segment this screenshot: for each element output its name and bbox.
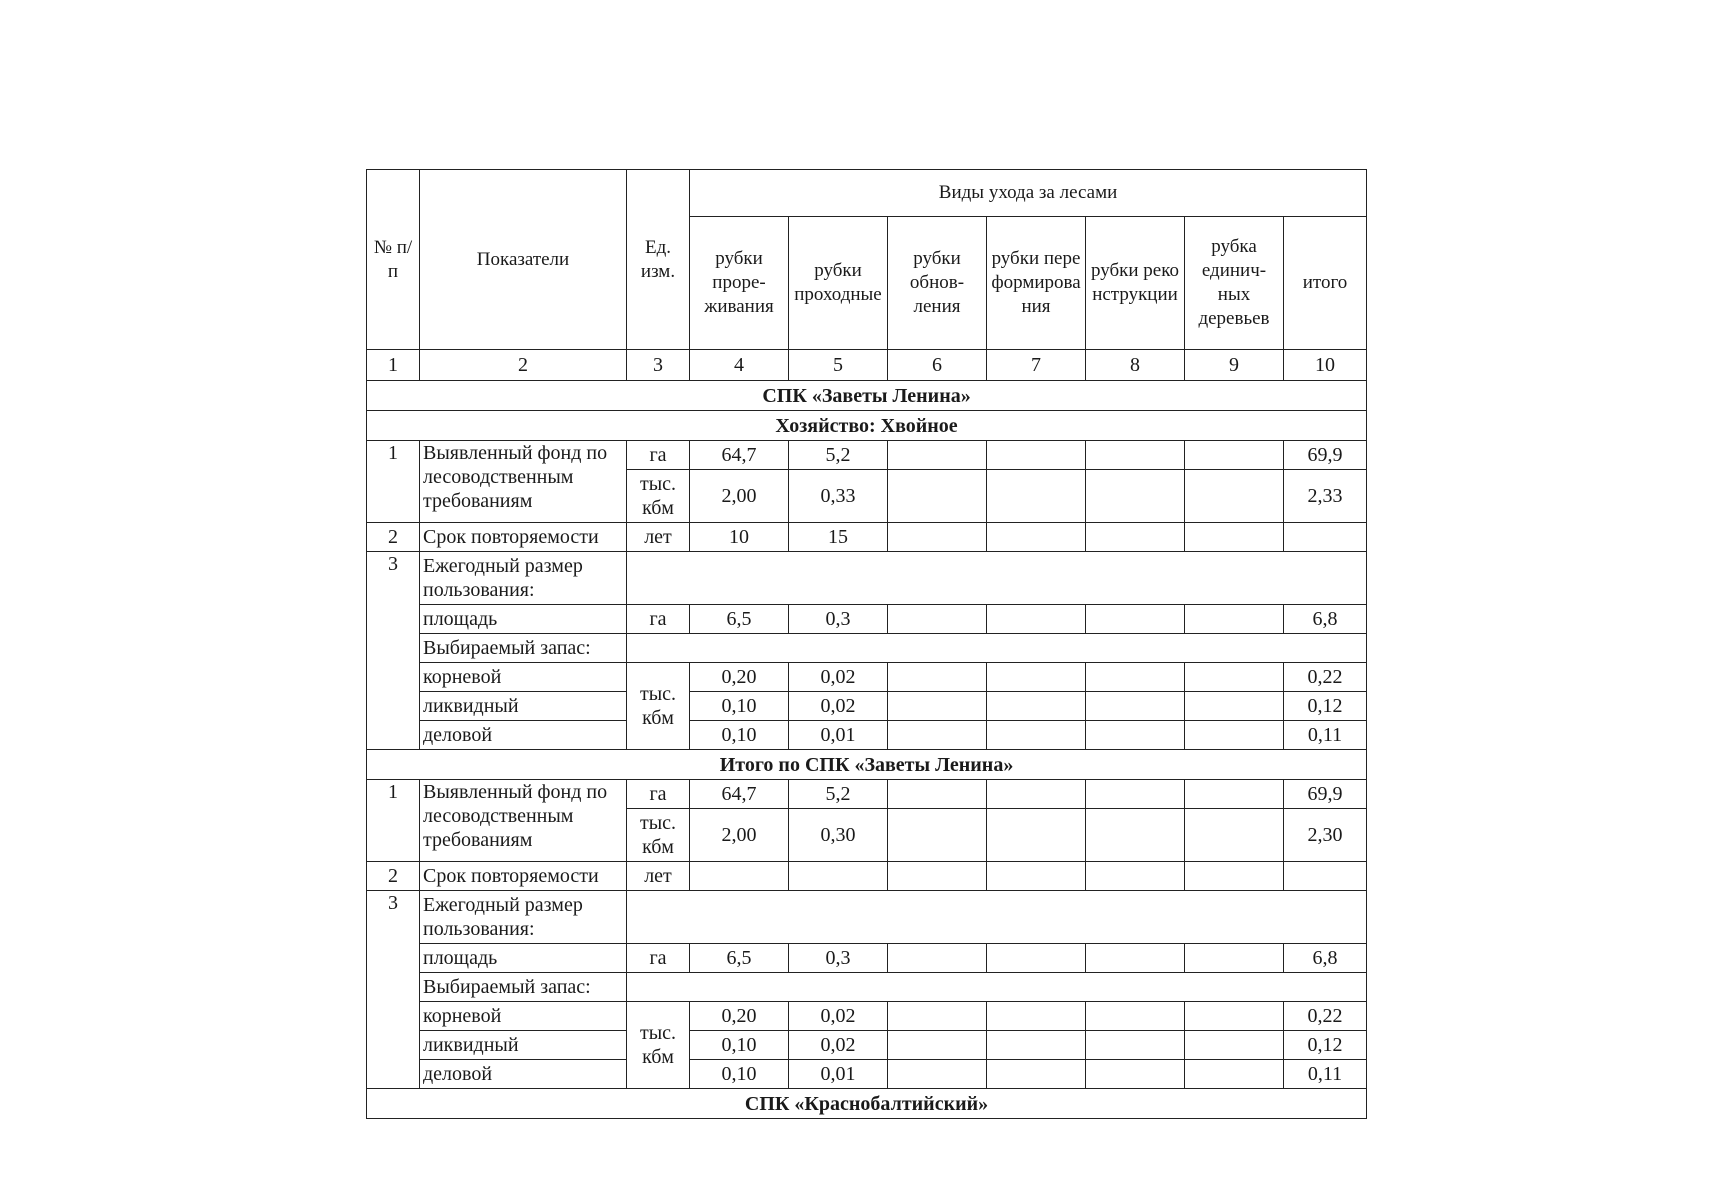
value-cell: 0,33 xyxy=(789,470,888,523)
empty-cell xyxy=(627,552,1367,605)
section-row xyxy=(367,411,1367,441)
header-indicator: Показатели xyxy=(420,170,627,350)
table-row xyxy=(367,1060,1367,1089)
unit-cell: тыс. кбм xyxy=(627,809,690,862)
empty-cell xyxy=(1086,605,1185,634)
empty-cell xyxy=(1086,470,1185,523)
empty-cell xyxy=(987,862,1086,891)
empty-cell xyxy=(1185,663,1284,692)
value-cell: 0,3 xyxy=(789,944,888,973)
value-cell: 0,02 xyxy=(789,1002,888,1031)
colnum-4: 4 xyxy=(690,350,789,381)
row-label: Выбираемый запас: xyxy=(420,634,627,663)
total-cell: 0,11 xyxy=(1284,1060,1367,1089)
header-col-10: итого xyxy=(1284,217,1367,350)
unit-cell: тыс. кбм xyxy=(627,1002,690,1089)
colnum-3: 3 xyxy=(627,350,690,381)
value-cell: 0,02 xyxy=(789,692,888,721)
empty-cell xyxy=(1185,780,1284,809)
header-group: Виды ухода за лесами xyxy=(690,170,1367,217)
value-cell: 5,2 xyxy=(789,441,888,470)
row-number: 1 xyxy=(367,780,420,862)
section-title: СПК «Краснобалтийский» xyxy=(367,1089,1367,1119)
section-subtitle: Хозяйство: Хвойное xyxy=(367,411,1367,441)
table-row xyxy=(367,862,1367,891)
total-cell: 69,9 xyxy=(1284,780,1367,809)
empty-cell xyxy=(1086,862,1185,891)
header-col-8: рубки реконструкции xyxy=(1086,217,1185,350)
row-label: ликвидный xyxy=(420,692,627,721)
total-cell: 0,22 xyxy=(1284,663,1367,692)
empty-cell xyxy=(1086,441,1185,470)
empty-cell xyxy=(987,809,1086,862)
table-row xyxy=(367,605,1367,634)
row-label: площадь xyxy=(420,605,627,634)
empty-cell xyxy=(1284,523,1367,552)
empty-cell xyxy=(888,721,987,750)
total-cell: 0,22 xyxy=(1284,1002,1367,1031)
empty-cell xyxy=(987,721,1086,750)
value-cell: 2,00 xyxy=(690,470,789,523)
empty-cell xyxy=(1185,1002,1284,1031)
unit-cell: га xyxy=(627,944,690,973)
colnum-5: 5 xyxy=(789,350,888,381)
row-label: Выбираемый запас: xyxy=(420,973,627,1002)
column-number-row xyxy=(367,350,1367,381)
header-col-9: рубка единич-ных деревьев xyxy=(1185,217,1284,350)
header-col-7: рубки переформирования xyxy=(987,217,1086,350)
empty-cell xyxy=(1185,944,1284,973)
empty-cell xyxy=(1185,1060,1284,1089)
empty-cell xyxy=(1086,1060,1185,1089)
empty-cell xyxy=(627,891,1367,944)
header-unit: Ед. изм. xyxy=(627,170,690,350)
empty-cell xyxy=(1185,809,1284,862)
empty-cell xyxy=(987,523,1086,552)
row-number: 1 xyxy=(367,441,420,523)
value-cell: 64,7 xyxy=(690,780,789,809)
empty-cell xyxy=(1185,1031,1284,1060)
empty-cell xyxy=(987,780,1086,809)
colnum-9: 9 xyxy=(1185,350,1284,381)
header-col-6: рубки обнов-ления xyxy=(888,217,987,350)
value-cell: 0,10 xyxy=(690,721,789,750)
row-label: Срок повторяемости xyxy=(420,523,627,552)
header-row-1 xyxy=(367,170,1367,217)
colnum-1: 1 xyxy=(367,350,420,381)
empty-cell xyxy=(1185,470,1284,523)
unit-cell: га xyxy=(627,780,690,809)
empty-cell xyxy=(1185,441,1284,470)
value-cell: 0,20 xyxy=(690,663,789,692)
unit-cell: тыс. кбм xyxy=(627,663,690,750)
empty-cell xyxy=(1086,780,1185,809)
section-row xyxy=(367,381,1367,411)
value-cell: 6,5 xyxy=(690,605,789,634)
value-cell: 0,02 xyxy=(789,1031,888,1060)
empty-cell xyxy=(1185,692,1284,721)
empty-cell xyxy=(888,1060,987,1089)
row-label: Ежегодный размер пользования: xyxy=(420,891,627,944)
empty-cell xyxy=(987,1060,1086,1089)
unit-cell: лет xyxy=(627,523,690,552)
empty-cell xyxy=(1086,523,1185,552)
value-cell: 0,01 xyxy=(789,721,888,750)
table-row xyxy=(367,944,1367,973)
row-label: Выявленный фонд по лесоводственным требованиям xyxy=(420,780,627,862)
total-cell: 2,30 xyxy=(1284,809,1367,862)
empty-cell xyxy=(1086,721,1185,750)
table-row xyxy=(367,1031,1367,1060)
total-cell: 0,12 xyxy=(1284,692,1367,721)
total-cell: 6,8 xyxy=(1284,944,1367,973)
value-cell: 0,3 xyxy=(789,605,888,634)
colnum-7: 7 xyxy=(987,350,1086,381)
empty-cell xyxy=(888,780,987,809)
total-cell: 6,8 xyxy=(1284,605,1367,634)
row-label: Выявленный фонд по лесоводственным требованиям xyxy=(420,441,627,523)
table-row xyxy=(367,663,1367,692)
table-row xyxy=(367,1002,1367,1031)
row-number: 3 xyxy=(367,552,420,750)
total-cell: 69,9 xyxy=(1284,441,1367,470)
table-row xyxy=(367,973,1367,1002)
table-row xyxy=(367,692,1367,721)
section-title: Итого по СПК «Заветы Ленина» xyxy=(367,750,1367,780)
header-col-5: рубки проходные xyxy=(789,217,888,350)
total-cell: 0,11 xyxy=(1284,721,1367,750)
empty-cell xyxy=(888,862,987,891)
empty-cell xyxy=(1284,862,1367,891)
colnum-8: 8 xyxy=(1086,350,1185,381)
row-label: Ежегодный размер пользования: xyxy=(420,552,627,605)
table-row xyxy=(367,891,1367,944)
total-cell: 2,33 xyxy=(1284,470,1367,523)
table-row xyxy=(367,780,1367,809)
empty-cell xyxy=(1185,605,1284,634)
empty-cell xyxy=(987,1031,1086,1060)
header-col-4: рубки проре-живания xyxy=(690,217,789,350)
value-cell: 0,10 xyxy=(690,692,789,721)
unit-cell: тыс. кбм xyxy=(627,470,690,523)
table-row xyxy=(367,552,1367,605)
value-cell: 0,20 xyxy=(690,1002,789,1031)
empty-cell xyxy=(627,634,1367,663)
empty-cell xyxy=(1086,1031,1185,1060)
empty-cell xyxy=(789,862,888,891)
row-label: Срок повторяемости xyxy=(420,862,627,891)
row-label: площадь xyxy=(420,944,627,973)
value-cell: 6,5 xyxy=(690,944,789,973)
empty-cell xyxy=(888,944,987,973)
value-cell: 0,10 xyxy=(690,1060,789,1089)
value-cell: 0,10 xyxy=(690,1031,789,1060)
value-cell: 2,00 xyxy=(690,809,789,862)
empty-cell xyxy=(987,441,1086,470)
empty-cell xyxy=(888,441,987,470)
unit-cell: лет xyxy=(627,862,690,891)
empty-cell xyxy=(888,1031,987,1060)
row-label: корневой xyxy=(420,663,627,692)
total-cell: 0,12 xyxy=(1284,1031,1367,1060)
row-label: ликвидный xyxy=(420,1031,627,1060)
row-number: 2 xyxy=(367,523,420,552)
empty-cell xyxy=(690,862,789,891)
unit-cell: га xyxy=(627,441,690,470)
colnum-6: 6 xyxy=(888,350,987,381)
value-cell: 0,01 xyxy=(789,1060,888,1089)
value-cell: 64,7 xyxy=(690,441,789,470)
empty-cell xyxy=(888,809,987,862)
empty-cell xyxy=(888,470,987,523)
value-cell: 5,2 xyxy=(789,780,888,809)
empty-cell xyxy=(987,605,1086,634)
empty-cell xyxy=(1086,809,1185,862)
empty-cell xyxy=(987,663,1086,692)
value-cell: 0,02 xyxy=(789,663,888,692)
unit-cell: га xyxy=(627,605,690,634)
empty-cell xyxy=(888,1002,987,1031)
value-cell: 10 xyxy=(690,523,789,552)
row-label: деловой xyxy=(420,1060,627,1089)
empty-cell xyxy=(627,973,1367,1002)
empty-cell xyxy=(1185,721,1284,750)
row-number: 3 xyxy=(367,891,420,1089)
section-title: СПК «Заветы Ленина» xyxy=(367,381,1367,411)
table-row xyxy=(367,721,1367,750)
value-cell: 15 xyxy=(789,523,888,552)
table-row xyxy=(367,523,1367,552)
row-label: корневой xyxy=(420,1002,627,1031)
empty-cell xyxy=(888,523,987,552)
empty-cell xyxy=(1185,523,1284,552)
table-row xyxy=(367,441,1367,470)
empty-cell xyxy=(987,944,1086,973)
empty-cell xyxy=(888,663,987,692)
value-cell: 0,30 xyxy=(789,809,888,862)
empty-cell xyxy=(987,692,1086,721)
empty-cell xyxy=(987,470,1086,523)
empty-cell xyxy=(987,1002,1086,1031)
empty-cell xyxy=(1185,862,1284,891)
empty-cell xyxy=(1086,692,1185,721)
table-row xyxy=(367,634,1367,663)
row-label: деловой xyxy=(420,721,627,750)
forest-care-table xyxy=(366,169,1367,1119)
colnum-10: 10 xyxy=(1284,350,1367,381)
section-row xyxy=(367,750,1367,780)
empty-cell xyxy=(888,605,987,634)
empty-cell xyxy=(888,692,987,721)
header-num: № п/п xyxy=(367,170,420,350)
row-number: 2 xyxy=(367,862,420,891)
empty-cell xyxy=(1086,1002,1185,1031)
empty-cell xyxy=(1086,944,1185,973)
section-row xyxy=(367,1089,1367,1119)
colnum-2: 2 xyxy=(420,350,627,381)
empty-cell xyxy=(1086,663,1185,692)
